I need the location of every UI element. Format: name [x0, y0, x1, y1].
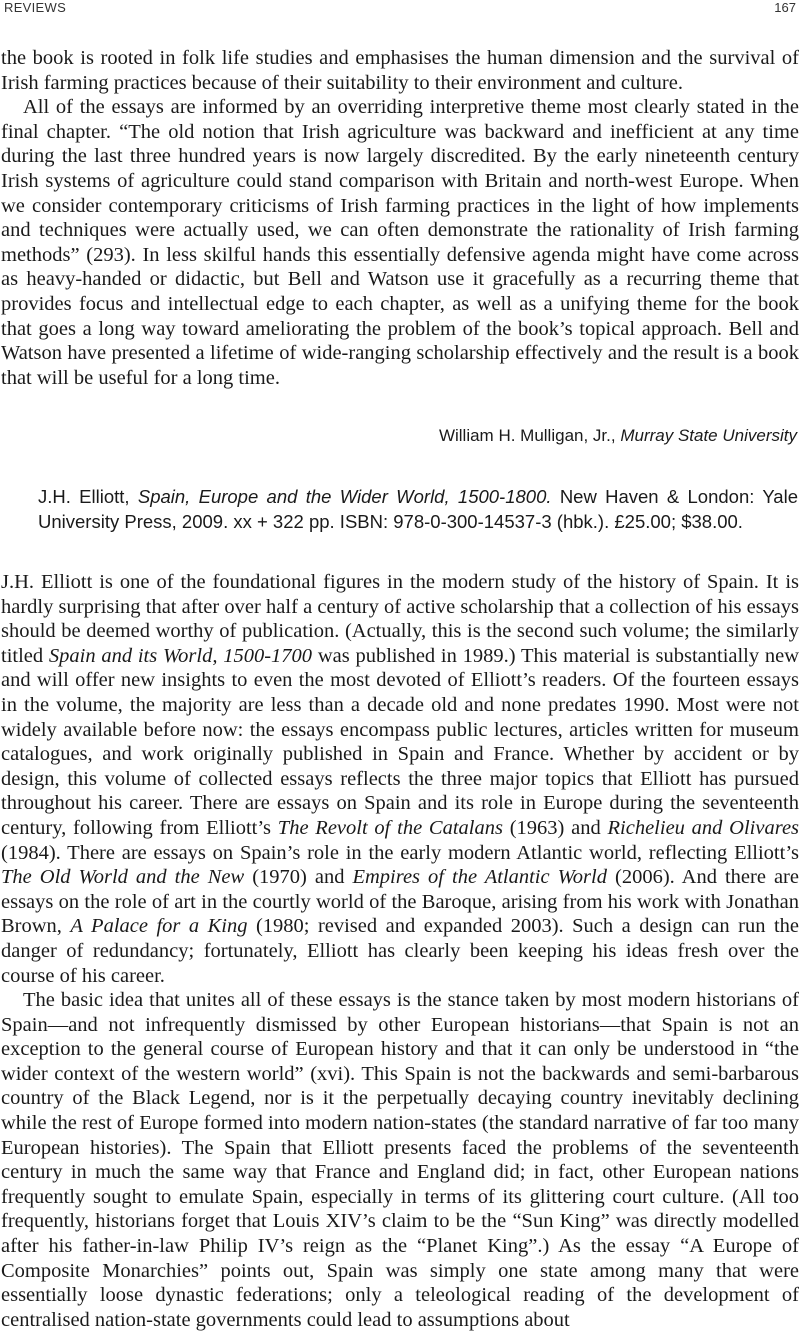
review-1-signoff [439, 426, 797, 446]
book-title: Richelieu and Olivares [607, 816, 800, 839]
review-1-paragraph-1: the book is rooted in folk life studies and emphasises the human dimension and the survival of Irish farming practices because of their suitability to their environment and culture. [1, 47, 799, 94]
running-head-title: REVIEWS [4, 0, 67, 15]
review-2-body [1, 570, 799, 1332]
reviewer-affiliation: Murray State University [620, 426, 797, 445]
citation-title: Spain, Europe and the Wider World, 1500-1800. [137, 486, 552, 507]
book-title: A Palace for a King [70, 915, 248, 938]
book-title: Empires of the Atlantic World [352, 866, 607, 889]
review-1-paragraph-2: All of the essays are informed by an overriding interpretive theme most clearly stated in the final chapter. “The old notion that Irish agriculture was backward and inefficient at any time during the last three hundred years is now largely discredited. By the early nineteenth century Irish systems of agriculture could stand comparison with Britain and north-west Europe. When we consider contemporary criticisms of Irish farming practices in the light of how implements and techniques were actually used, we can often demonstrate the rationality of Irish farming methods” (293). In less skilful hands this essentially defensive agenda might have come across as heavy-handed or didactic, but Bell and Watson use it gracefully as a recurring theme that provides focus and intellectual edge to each chapter, as well as a unifying theme for the book that goes a long way toward ameliorating the problem of the book’s topical approach. Bell and Watson have presented a lifetime of wide-ranging scholarship effectively and the result is a book that will be useful for a long time. [1, 96, 799, 389]
book-title: Spain and its World, 1500-1700 [48, 644, 313, 667]
review-1-body [1, 46, 799, 390]
citation-author: J.H. Elliott, [38, 486, 130, 507]
citation-publication: New Haven & London: Yale University Press, 2009. xx + 322 pp. ISBN: 978-0-300-14537-3 (hbk.). £25.00; $38.00. [38, 486, 798, 532]
review-2-paragraph-1: J.H. Elliott is one of the foundational figures in the modern study of the history of Spain. It is hardly surprising that after over half a century of active scholarship that a collection of his essays should be deemed worthy of publication. (Actually, this is the second such volume; the similarly titled Spain and its World, 1500-1700 was published in 1989.) This material is substantially new and will offer new insights to even the most devoted of Elliott’s readers. Of the fourteen essays in the volume, the majority are less than a decade old and none predates 1990. Most were not widely available before now: the essays encompass public lectures, articles written for museum catalogues, and work originally published in Spain and France. Whether by accident or by design, this volume of collected essays reflects the three major topics that Elliott has pursued throughout his career. There are essays on Spain and its role in Europe during the seventeenth century, following from Elliott’s The Revolt of the Catalans (1963) and Richelieu and Olivares (1984). There are essays on Spain’s role in the early modern Atlantic world, reflecting Elliott’s The Old World and the New (1970) and Empires of the Atlantic World (2006). And there are essays on the role of art in the courtly world of the Baroque, arising from his work with Jonathan Brown, A Palace for a King (1980; revised and expanded 2003). Such a design can run the danger of redundancy; fortunately, Elliott has clearly been keeping his ideas fresh over the course of his career. [1, 571, 800, 987]
page-number: 167 [774, 0, 796, 15]
reviewer-name: William H. Mulligan, Jr., [438, 426, 616, 445]
book-title: The Revolt of the Catalans [277, 816, 503, 839]
running-head [0, 0, 800, 18]
review-2-paragraph-2: The basic idea that unites all of these essays is the stance taken by most modern historians of Spain—and not infrequently dismissed by other European historians—that Spain is not an exception to the general course of European history and that it can only be understood in “the wider context of the western world” (xvi). This Spain is not the backwards and semi-barbarous country of the Black Legend, nor is it the perpetually decaying country inevitably declining while the rest of Europe formed into modern nation-states (the standard narrative of far too many European histories). The Spain that Elliott presents faced the problems of the seventeenth century in much the same way that France and England did; in fact, other European nations frequently sought to emulate Spain, especially in terms of its glittering court culture. (All too frequently, historians forget that Louis XIV’s claim to be the “Sun King” was directly modelled after his father-in-law Philip IV’s reign as the “Planet King”.) As the essay “A Europe of Composite Monarchies” points out, Spain was simply one state among many that were essentially loose dynastic federations; only a teleological reading of the development of centralised nation-state governments could lead to assumptions about [1, 989, 799, 1331]
review-2-citation [38, 485, 798, 535]
book-title: The Old World and the New [1, 866, 245, 889]
